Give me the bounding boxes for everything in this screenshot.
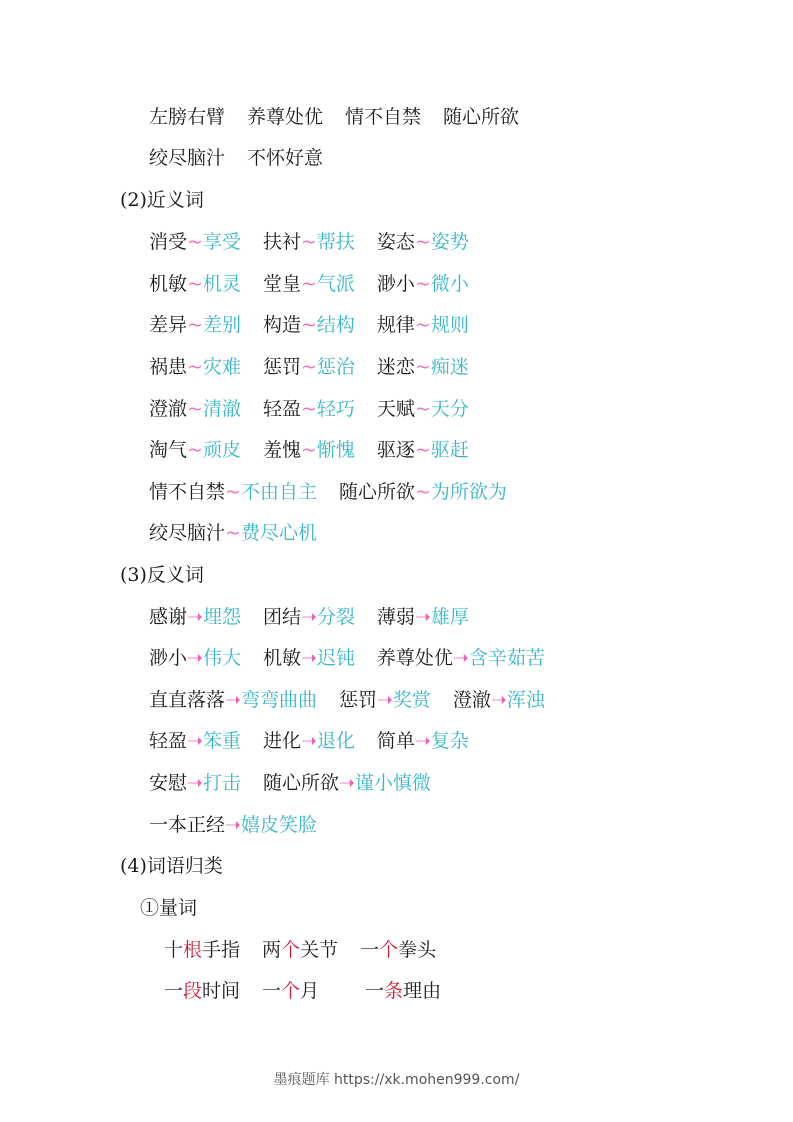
synonym-row (149, 397, 469, 421)
word: 进化 (262, 730, 301, 752)
antonym-row (149, 646, 545, 670)
word: 姿态 (376, 231, 415, 253)
antonym-row (149, 813, 317, 837)
answer-word: 为所欲为 (430, 481, 507, 503)
word: 消受 (149, 231, 188, 253)
antonym-row (149, 771, 431, 795)
relation-separator: ~ (414, 231, 431, 253)
word: 轻盈 (149, 730, 188, 752)
relation-separator: ➝ (376, 689, 393, 711)
relation-separator: ~ (300, 398, 317, 420)
word: 机敏 (262, 647, 301, 669)
word: 差异 (149, 314, 188, 336)
word: 渺小 (149, 647, 188, 669)
word: 手指 (202, 939, 241, 961)
relation-separator: ➝ (300, 647, 317, 669)
measure-word: 个 (281, 980, 301, 1002)
answer-word: 驱赶 (430, 439, 469, 461)
answer-word: 差别 (202, 314, 241, 336)
answer-word: 嬉皮笑脸 (240, 814, 317, 836)
relation-separator: ➝ (452, 647, 469, 669)
synonym-row (149, 355, 469, 379)
answer-word: 享受 (202, 231, 241, 253)
idiom: 随心所欲 (443, 106, 520, 128)
answer-word: 埋怨 (202, 606, 241, 628)
relation-separator: ~ (187, 398, 203, 420)
word: 祸患 (149, 356, 188, 378)
antonym-row (149, 688, 545, 712)
answer-word: 迟钝 (316, 647, 355, 669)
idiom: 绞尽脑汁 (149, 147, 226, 169)
relation-separator: ~ (414, 481, 431, 503)
answer-word: 清澈 (202, 398, 241, 420)
word: 一 (164, 980, 184, 1002)
word: 惩罚 (262, 356, 301, 378)
word: 时间 (202, 980, 241, 1002)
word: 规律 (376, 314, 415, 336)
relation-separator: ~ (414, 356, 431, 378)
answer-word: 痴迷 (430, 356, 469, 378)
relation-separator: ~ (300, 231, 317, 253)
word: 拳头 (398, 939, 437, 961)
relation-separator: ~ (225, 481, 241, 503)
synonym-row (149, 230, 469, 254)
answer-word: 帮扶 (316, 231, 355, 253)
relation-separator: ➝ (300, 606, 317, 628)
word: 两 (262, 939, 282, 961)
answer-word: 笨重 (202, 730, 241, 752)
word: 薄弱 (376, 606, 415, 628)
answer-word: 雄厚 (430, 606, 469, 628)
answer-word: 气派 (316, 273, 355, 295)
answer-word: 姿势 (430, 231, 469, 253)
answer-word: 惩治 (316, 356, 355, 378)
word: 惩罚 (338, 689, 377, 711)
word: 堂皇 (262, 273, 301, 295)
measure-words-heading: ①量词 (140, 897, 198, 919)
word: 澄澈 (149, 398, 188, 420)
answer-word: 奖赏 (392, 689, 431, 711)
relation-separator: ➝ (338, 772, 355, 794)
idiom: 不怀好意 (247, 147, 324, 169)
answer-word: 轻巧 (316, 398, 355, 420)
measure-word-row (164, 979, 441, 1003)
idiom-line-1 (149, 105, 519, 129)
word: 一本正经 (149, 814, 226, 836)
word: 感谢 (149, 606, 188, 628)
word: 理由 (403, 980, 442, 1002)
answer-word: 伟大 (202, 647, 241, 669)
word: 随心所欲 (338, 481, 415, 503)
word: 一 (360, 939, 380, 961)
measure-word: 个 (379, 939, 399, 961)
relation-separator: ~ (187, 439, 203, 461)
categories-heading: (4)词语归类 (120, 855, 223, 877)
relation-separator: ➝ (225, 814, 241, 836)
relation-separator: ~ (187, 273, 203, 295)
word: 随心所欲 (262, 772, 339, 794)
answer-word: 顽皮 (202, 439, 241, 461)
relation-separator: ~ (300, 314, 317, 336)
relation-separator: ➝ (300, 730, 317, 752)
word: 天赋 (376, 398, 415, 420)
word: 驱逐 (376, 439, 415, 461)
word: 羞愧 (262, 439, 301, 461)
word: 养尊处优 (376, 647, 453, 669)
word: 构造 (262, 314, 301, 336)
relation-separator: ~ (187, 314, 203, 336)
measure-word: 个 (281, 939, 301, 961)
answer-word: 退化 (316, 730, 355, 752)
relation-separator: ~ (225, 522, 241, 544)
answer-word: 天分 (430, 398, 469, 420)
antonym-row (149, 605, 469, 629)
answer-word: 惭愧 (316, 439, 355, 461)
answer-word: 含辛茹苦 (468, 647, 545, 669)
answer-word: 灾难 (202, 356, 241, 378)
synonym-row (149, 438, 469, 462)
word: 直直落落 (149, 689, 226, 711)
word: 团结 (262, 606, 301, 628)
answer-word: 分裂 (316, 606, 355, 628)
word: 澄澈 (452, 689, 491, 711)
answer-word: 费尽心机 (240, 522, 317, 544)
answer-word: 复杂 (430, 730, 469, 752)
relation-separator: ➝ (187, 730, 203, 752)
word: 关节 (300, 939, 339, 961)
relation-separator: ➝ (187, 647, 203, 669)
relation-separator: ~ (300, 439, 317, 461)
relation-separator: ~ (300, 356, 317, 378)
relation-separator: ~ (300, 273, 317, 295)
footer-watermark: 墨痕题库 https://xk.mohen999.com/ (273, 1072, 520, 1088)
answer-word: 打击 (202, 772, 241, 794)
measure-word: 段 (183, 980, 203, 1002)
relation-separator: ➝ (187, 606, 203, 628)
word: 渺小 (376, 273, 415, 295)
word: 迷恋 (376, 356, 415, 378)
antonyms-heading: (3)反义词 (120, 564, 204, 586)
measure-word: 条 (384, 980, 404, 1002)
relation-separator: ~ (414, 273, 431, 295)
answer-word: 机灵 (202, 273, 241, 295)
relation-separator: ➝ (490, 689, 507, 711)
word: 淘气 (149, 439, 188, 461)
idiom: 养尊处优 (247, 106, 324, 128)
idiom: 情不自禁 (345, 106, 422, 128)
relation-separator: ~ (414, 398, 431, 420)
word: 安慰 (149, 772, 188, 794)
relation-separator: ~ (414, 439, 431, 461)
antonym-row (149, 729, 469, 753)
word: 情不自禁 (149, 481, 226, 503)
relation-separator: ~ (414, 314, 431, 336)
relation-separator: ➝ (414, 730, 431, 752)
answer-word: 弯弯曲曲 (240, 689, 317, 711)
word: 扶衬 (262, 231, 301, 253)
synonym-row (149, 272, 469, 296)
answer-word: 结构 (316, 314, 355, 336)
measure-word-row (164, 938, 436, 962)
synonym-row (149, 521, 317, 545)
answer-word: 浑浊 (506, 689, 545, 711)
word: 一 (262, 980, 282, 1002)
word: 简单 (376, 730, 415, 752)
relation-separator: ~ (187, 231, 203, 253)
word: 机敏 (149, 273, 188, 295)
word: 一 (365, 980, 385, 1002)
word: 绞尽脑汁 (149, 522, 226, 544)
synonym-row (149, 480, 507, 504)
relation-separator: ➝ (225, 689, 241, 711)
idiom: 左膀右臂 (149, 106, 226, 128)
relation-separator: ➝ (414, 606, 431, 628)
answer-word: 谨小慎微 (354, 772, 431, 794)
answer-word: 不由自主 (240, 481, 317, 503)
answer-word: 微小 (430, 273, 469, 295)
synonyms-heading: (2)近义词 (120, 189, 204, 211)
answer-word: 规则 (430, 314, 469, 336)
relation-separator: ~ (187, 356, 203, 378)
measure-word: 根 (183, 939, 203, 961)
synonym-row (149, 313, 469, 337)
relation-separator: ➝ (187, 772, 203, 794)
word: 轻盈 (262, 398, 301, 420)
word: 十 (164, 939, 184, 961)
idiom-line-2 (149, 146, 323, 170)
word: 月 (300, 980, 320, 1002)
